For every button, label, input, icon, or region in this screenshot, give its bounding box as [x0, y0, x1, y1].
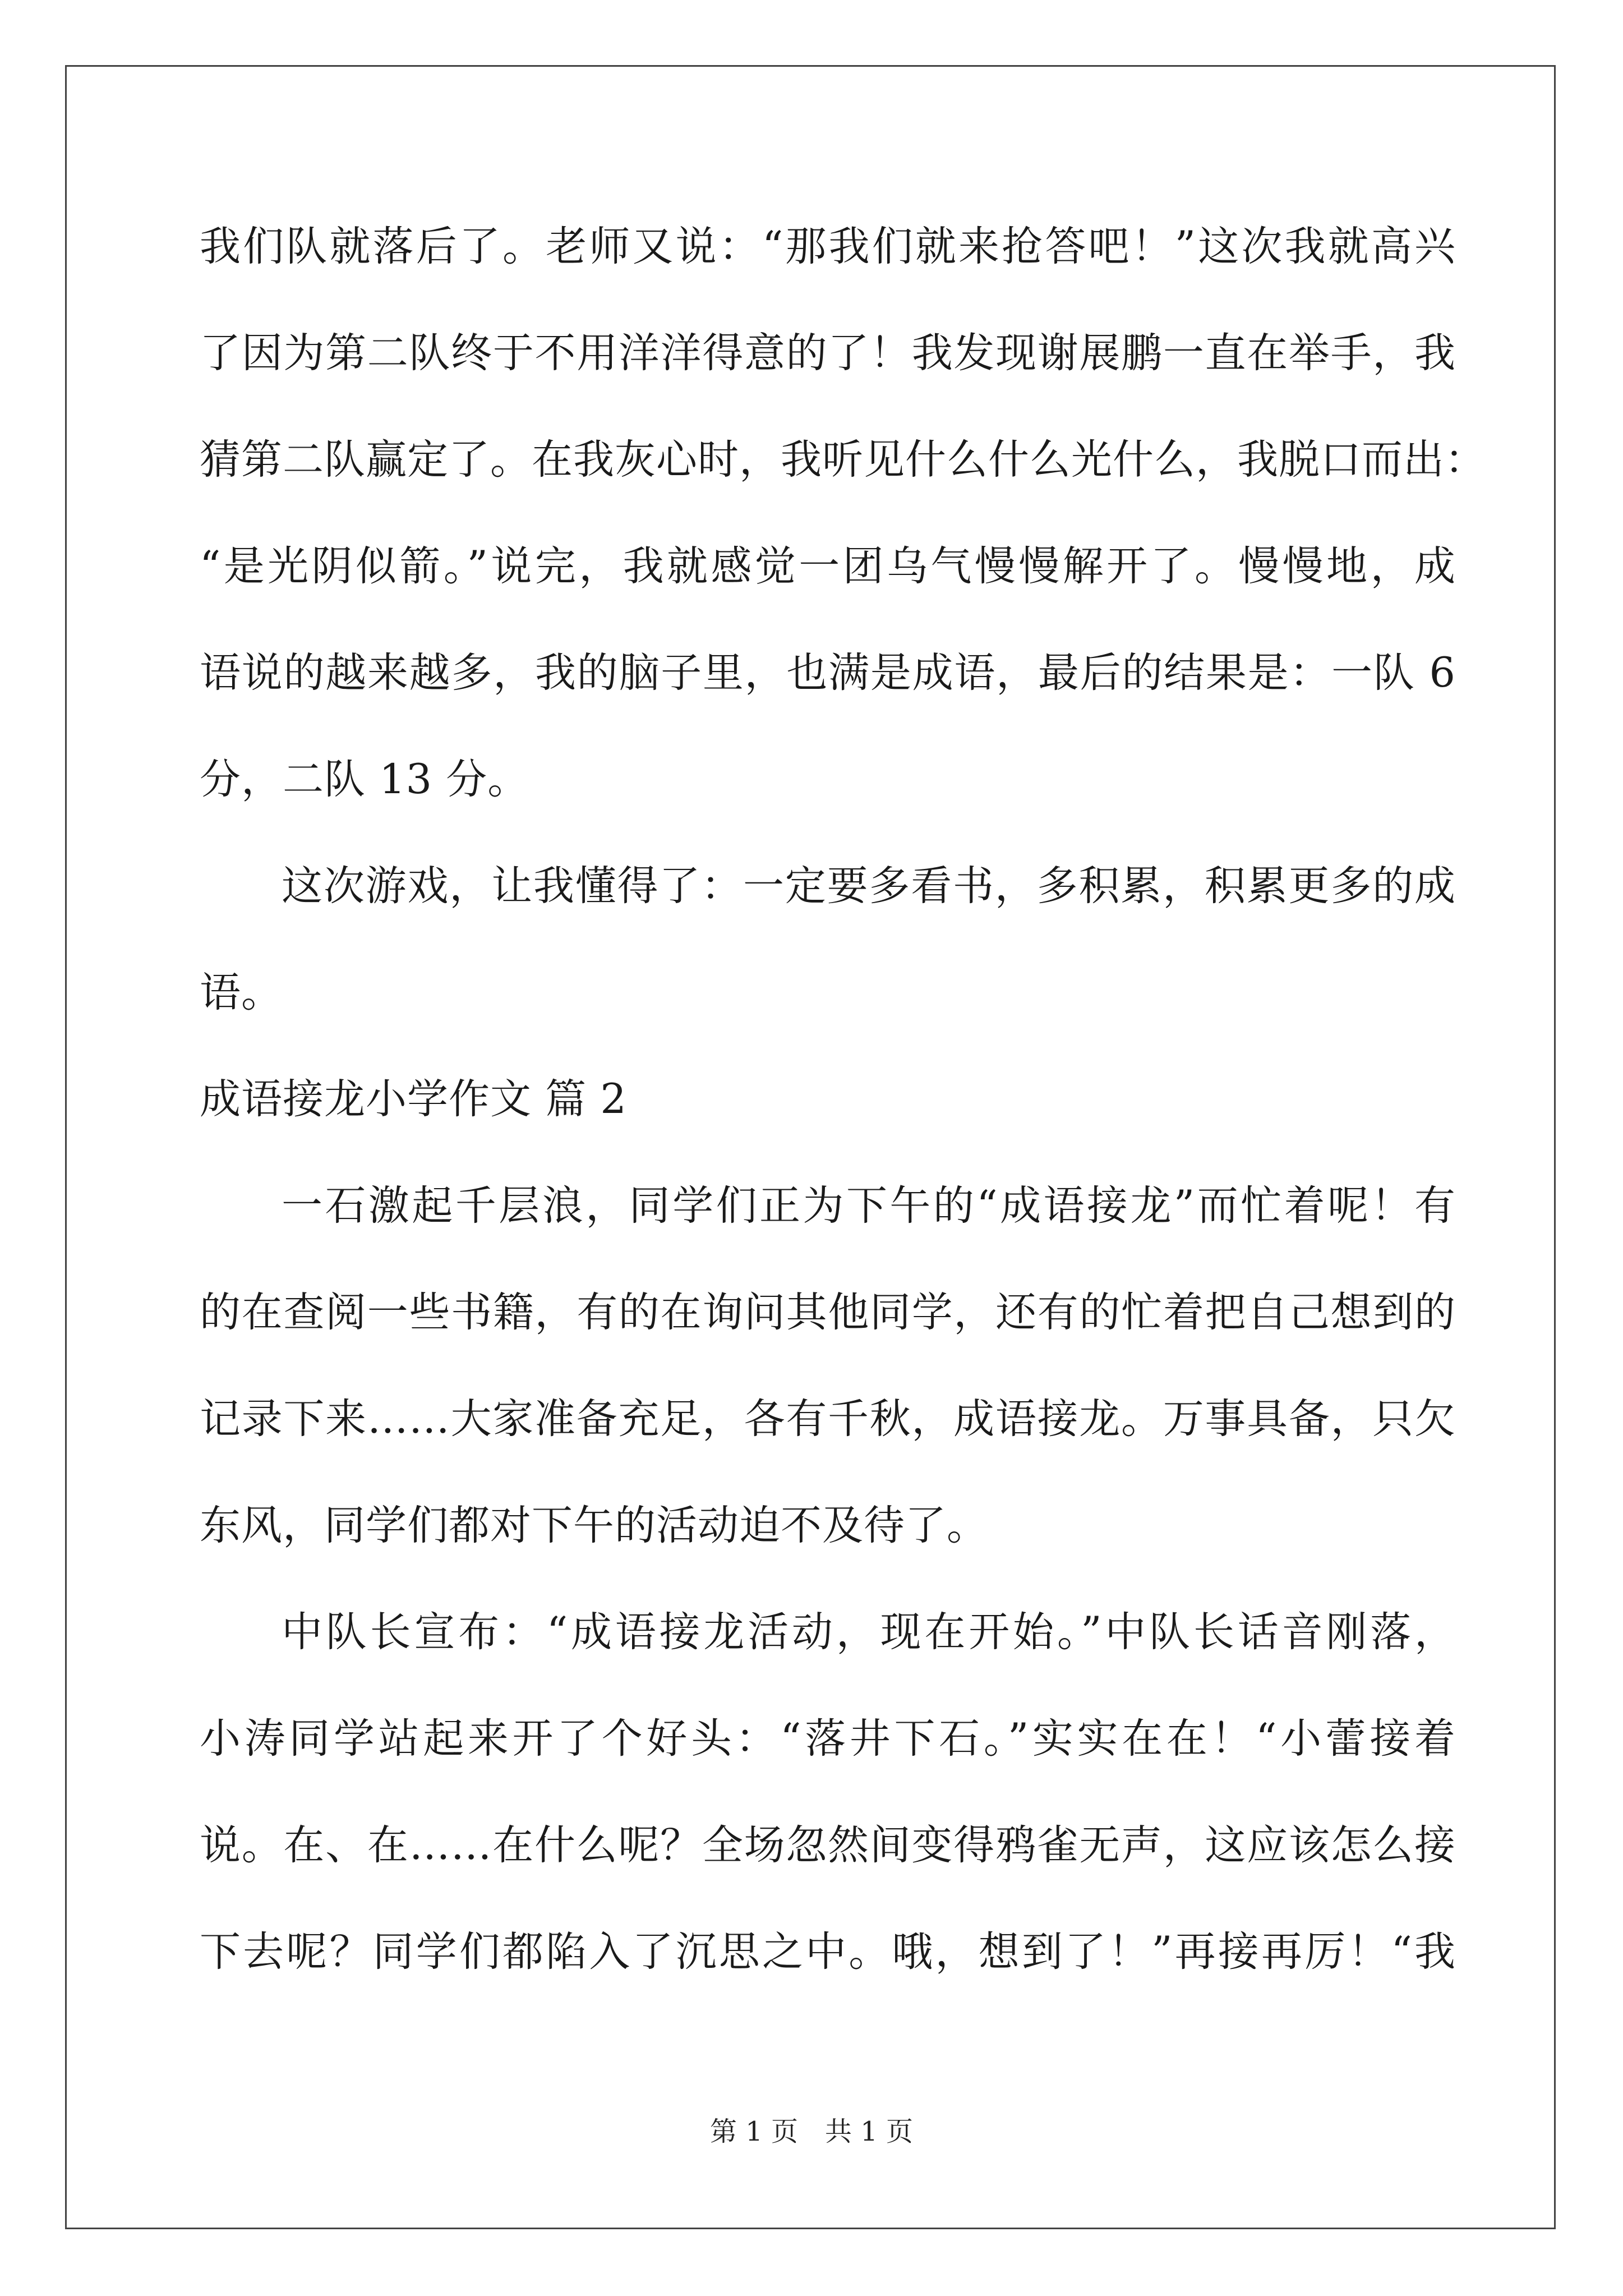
paragraph-line: 了因为第二队终于不用洋洋得意的了！我发现谢展鹏一直在举手，我 — [200, 329, 1456, 377]
paragraph-line: 分，二队 13 分。 — [200, 756, 529, 803]
paragraph-line: 的在查阅一些书籍，有的在询问其他同学，还有的忙着把自己想到的 — [200, 1289, 1456, 1336]
paragraph-line: 语。 — [200, 969, 283, 1016]
paragraph-line: 中队长宣布：“成语接龙活动，现在开始。”中队长话音刚落， — [282, 1608, 1456, 1656]
paragraph-line: 小涛同学站起来开了个好头：“落井下石。”实实在在！“小蕾接着 — [200, 1715, 1456, 1763]
paragraph-line: 语说的越来越多，我的脑子里，也满是成语，最后的结果是：一队 6 — [200, 649, 1456, 697]
paragraph-line: 一石激起千层浪，同学们正为下午的“成语接龙”而忙着呢！有 — [282, 1182, 1456, 1230]
section-heading: 成语接龙小学作文 篇 2 — [200, 1075, 627, 1123]
paragraph-line: 说。在、在……在什么呢？全场忽然间变得鸦雀无声，这应该怎么接 — [200, 1821, 1456, 1869]
paragraph-line: “是光阴似箭。”说完，我就感觉一团乌气慢慢解开了。慢慢地，成 — [200, 542, 1456, 590]
paragraph-line: 下去呢？同学们都陷入了沉思之中。哦，想到了！”再接再厉！“我 — [200, 1928, 1456, 1976]
paragraph-line: 记录下来……大家准备充足，各有千秋，成语接龙。万事具备，只欠 — [200, 1395, 1456, 1443]
paragraph-line: 我们队就落后了。老师又说：“那我们就来抢答吧！”这次我就高兴 — [200, 223, 1456, 270]
paragraph-line: 东风，同学们都对下午的活动迫不及待了。 — [200, 1502, 988, 1549]
paragraph-line: 猜第二队赢定了。在我灰心时，我听见什么什么光什么，我脱口而出： — [200, 436, 1486, 484]
page-footer: 第 1 页 共 1 页 — [709, 2116, 914, 2147]
paragraph-line: 这次游戏，让我懂得了：一定要多看书，多积累，积累更多的成 — [282, 862, 1456, 910]
page-border — [65, 65, 1556, 2229]
